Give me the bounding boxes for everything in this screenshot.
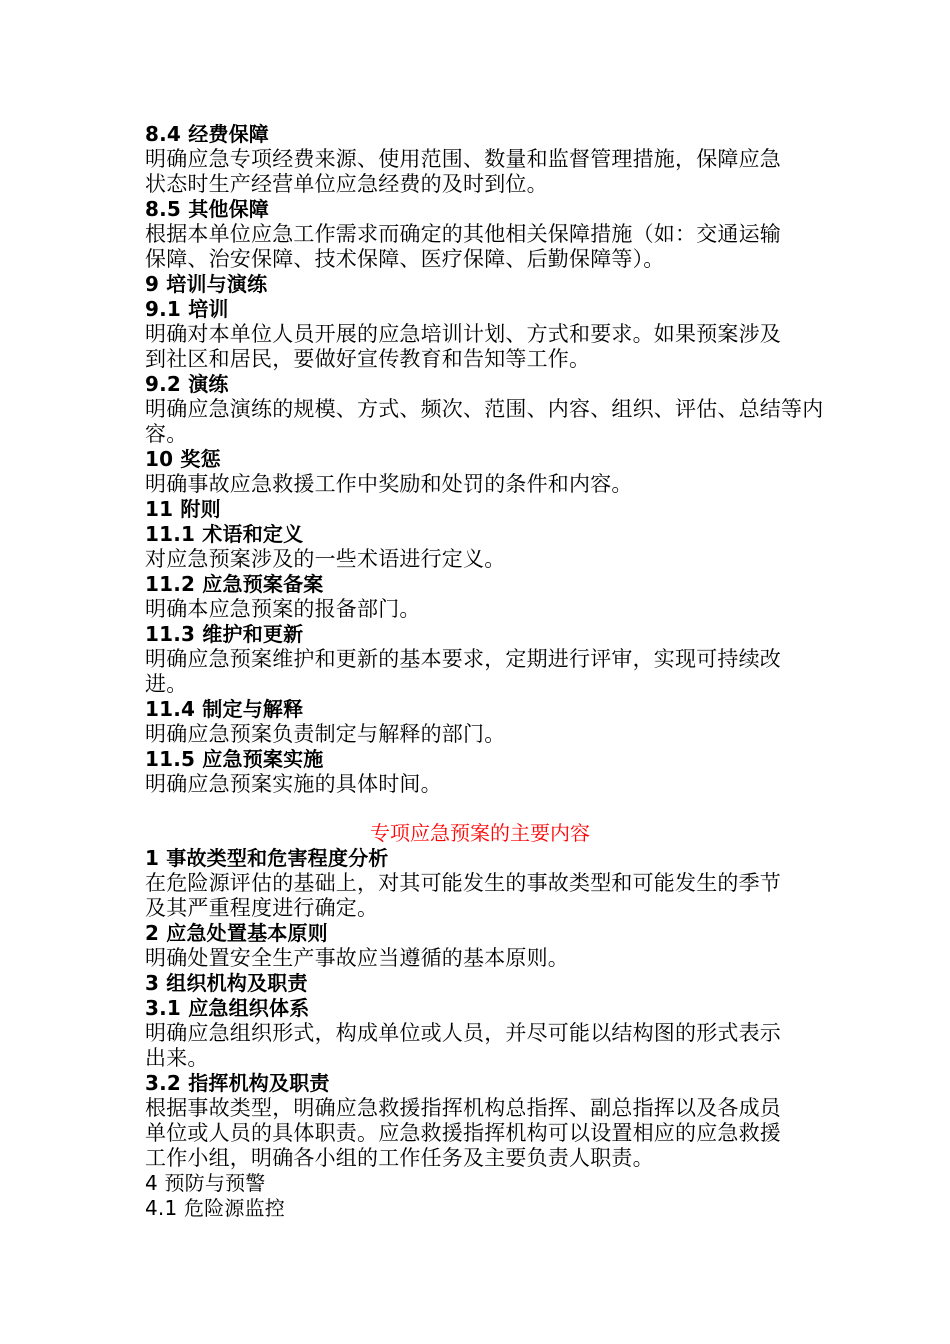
paragraph-line: 出来。 — [145, 1046, 209, 1070]
heading-s4-1: 4.1 危险源监控 — [145, 1196, 285, 1220]
heading-9-1: 9.1 培训 — [145, 297, 229, 321]
paragraph-line: 工作小组，明确各小组的工作任务及主要负责人职责。 — [145, 1146, 654, 1170]
heading-11: 11 附则 — [145, 497, 221, 521]
paragraph-line: 明确事故应急救援工作中奖励和处罚的条件和内容。 — [145, 472, 633, 496]
paragraph-line: 及其严重程度进行确定。 — [145, 896, 379, 920]
paragraph-line: 明确应急组织形式，构成单位或人员，并尽可能以结构图的形式表示 — [145, 1021, 781, 1045]
paragraph-line: 容。 — [145, 422, 188, 446]
paragraph-line: 明确应急预案负责制定与解释的部门。 — [145, 722, 506, 746]
paragraph-line: 对应急预案涉及的一些术语进行定义。 — [145, 547, 506, 571]
paragraph-line: 根据本单位应急工作需求而确定的其他相关保障措施（如：交通运输 — [145, 222, 781, 246]
paragraph-line: 明确处置安全生产事故应当遵循的基本原则。 — [145, 946, 569, 970]
heading-9: 9 培训与演练 — [145, 272, 268, 296]
heading-s4: 4 预防与预警 — [145, 1171, 266, 1195]
heading-11-1: 11.1 术语和定义 — [145, 522, 304, 546]
paragraph-line: 明确应急预案维护和更新的基本要求，定期进行评审，实现可持续改 — [145, 647, 781, 671]
heading-11-2: 11.2 应急预案备案 — [145, 572, 324, 596]
heading-s1: 1 事故类型和危害程度分析 — [145, 846, 389, 870]
heading-10: 10 奖惩 — [145, 447, 221, 471]
heading-s3-2: 3.2 指挥机构及职责 — [145, 1071, 330, 1095]
paragraph-line: 状态时生产经营单位应急经费的及时到位。 — [145, 172, 548, 196]
paragraph-line: 保障、治安保障、技术保障、医疗保障、后勤保障等）。 — [145, 247, 665, 271]
heading-9-2: 9.2 演练 — [145, 372, 229, 396]
paragraph-line: 明确应急演练的规模、方式、频次、范围、内容、组织、评估、总结等内 — [145, 397, 824, 421]
paragraph-line: 明确对本单位人员开展的应急培训计划、方式和要求。如果预案涉及 — [145, 322, 781, 346]
heading-11-3: 11.3 维护和更新 — [145, 622, 304, 646]
heading-s3-1: 3.1 应急组织体系 — [145, 996, 310, 1020]
heading-s2: 2 应急处置基本原则 — [145, 921, 328, 945]
paragraph-line: 进。 — [145, 672, 188, 696]
paragraph-line: 到社区和居民，要做好宣传教育和告知等工作。 — [145, 347, 591, 371]
document-page — [145, 122, 824, 1221]
paragraph-line: 明确应急预案实施的具体时间。 — [145, 772, 442, 796]
paragraph-line: 根据事故类型，明确应急救援指挥机构总指挥、副总指挥以及各成员 — [145, 1096, 781, 1120]
section-title: 专项应急预案的主要内容 — [370, 821, 590, 845]
paragraph-line: 在危险源评估的基础上，对其可能发生的事故类型和可能发生的季节 — [145, 871, 781, 895]
section-spacer — [145, 797, 815, 821]
paragraph-line: 明确本应急预案的报备部门。 — [145, 597, 421, 621]
paragraph-line: 单位或人员的具体职责。应急救援指挥机构可以设置相应的应急救援 — [145, 1121, 781, 1145]
heading-s3: 3 组织机构及职责 — [145, 971, 308, 995]
paragraph-line: 明确应急专项经费来源、使用范围、数量和监督管理措施，保障应急 — [145, 147, 781, 171]
heading-8-4: 8.4 经费保障 — [145, 122, 269, 146]
heading-8-5: 8.5 其他保障 — [145, 197, 269, 221]
heading-11-4: 11.4 制定与解释 — [145, 697, 304, 721]
heading-11-5: 11.5 应急预案实施 — [145, 747, 324, 771]
